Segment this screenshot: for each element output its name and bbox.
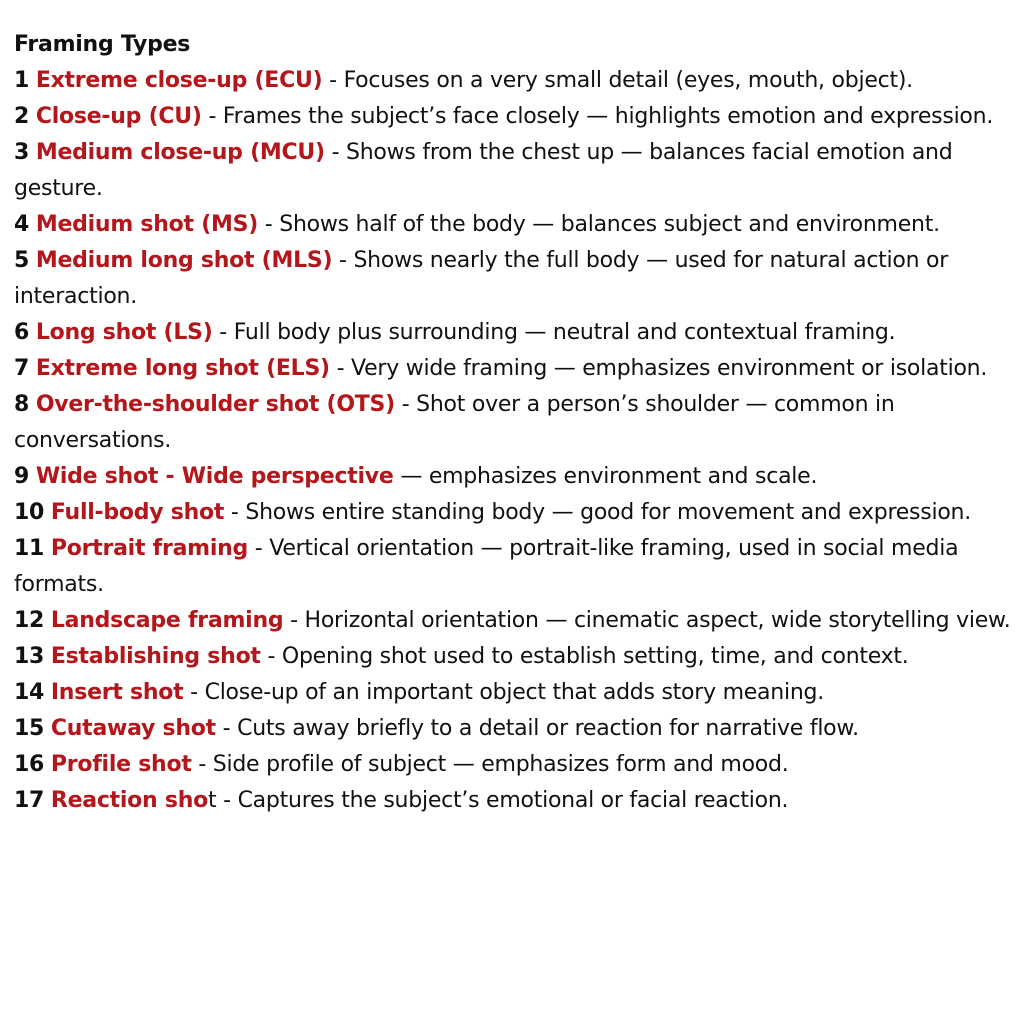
item-number: 5 [14, 248, 30, 273]
item-description: - Captures the subject’s emotional or facial reaction. [216, 788, 789, 813]
framing-type-item [14, 531, 1014, 603]
item-number: 2 [14, 104, 30, 129]
item-description: - Shows nearly the full body — used for natural action or interaction. [14, 248, 949, 309]
item-description: — emphasizes environment and scale. [393, 464, 818, 489]
item-term: Medium close-up (MCU) [35, 140, 325, 165]
framing-types-document [14, 27, 1014, 819]
item-number: 12 [14, 608, 45, 633]
item-term: Landscape framing [50, 608, 284, 633]
item-number: 8 [14, 392, 30, 417]
item-description: - Frames the subject’s face closely — highlights emotion and expression. [201, 104, 994, 129]
item-description: - Cuts away briefly to a detail or reaction for narrative flow. [215, 716, 859, 741]
item-number: 4 [14, 212, 30, 237]
framing-type-item [14, 207, 1014, 243]
framing-type-item [14, 99, 1014, 135]
item-number: 15 [14, 716, 45, 741]
item-description: - Horizontal orientation — cinematic aspect, wide storytelling view. [283, 608, 1011, 633]
framing-type-item [14, 495, 1014, 531]
item-description: - Very wide framing — emphasizes environment or isolation. [329, 356, 988, 381]
framing-type-item [14, 783, 1014, 819]
item-description: - Focuses on a very small detail (eyes, mouth, object). [322, 68, 913, 93]
framing-type-item [14, 639, 1014, 675]
item-term: Profile shot [50, 752, 192, 777]
item-term: Portrait framing [50, 536, 249, 561]
item-description: - Close-up of an important object that adds story meaning. [183, 680, 824, 705]
item-term: Establishing shot [50, 644, 261, 669]
item-description: - Shows half of the body — balances subject and environment. [258, 212, 940, 237]
item-term: Extreme long shot (ELS) [35, 356, 330, 381]
item-term: Close-up (CU) [35, 104, 202, 129]
item-term: Insert shot [50, 680, 184, 705]
item-term: Medium long shot (MLS) [35, 248, 333, 273]
item-number: 1 [14, 68, 30, 93]
item-number: 17 [14, 788, 45, 813]
item-term: Reaction sho [50, 788, 208, 813]
framing-type-item [14, 135, 1014, 207]
framing-type-item [14, 387, 1014, 459]
item-term: Full-body shot [50, 500, 225, 525]
item-description: - Vertical orientation — portrait-like framing, used in social media formats. [14, 536, 959, 597]
item-description: - Side profile of subject — emphasizes form and mood. [191, 752, 789, 777]
document-title: Framing Types [14, 32, 191, 57]
item-term: Cutaway shot [50, 716, 216, 741]
framing-type-item [14, 603, 1014, 639]
item-number: 16 [14, 752, 45, 777]
item-number: 6 [14, 320, 30, 345]
framing-type-item [14, 711, 1014, 747]
item-number: 13 [14, 644, 45, 669]
framing-type-item [14, 459, 1014, 495]
item-term-tail: t [208, 788, 217, 813]
framing-types-list [14, 63, 1014, 819]
item-term: Extreme close-up (ECU) [35, 68, 323, 93]
framing-type-item [14, 747, 1014, 783]
item-term: Medium shot (MS) [35, 212, 259, 237]
item-description: - Opening shot used to establish setting, time, and context. [260, 644, 909, 669]
framing-type-item [14, 63, 1014, 99]
framing-type-item [14, 315, 1014, 351]
framing-type-item [14, 675, 1014, 711]
item-number: 3 [14, 140, 30, 165]
framing-type-item [14, 351, 1014, 387]
item-description: - Shows from the chest up — balances facial emotion and gesture. [14, 140, 953, 201]
item-number: 9 [14, 464, 30, 489]
item-number: 10 [14, 500, 45, 525]
item-term: Long shot (LS) [35, 320, 213, 345]
item-number: 11 [14, 536, 45, 561]
item-description: - Shows entire standing body — good for movement and expression. [224, 500, 971, 525]
item-number: 7 [14, 356, 30, 381]
item-term: Over-the-shoulder shot (OTS) [35, 392, 395, 417]
item-description: - Full body plus surrounding — neutral and contextual framing. [212, 320, 896, 345]
item-number: 14 [14, 680, 45, 705]
item-description: - Shot over a person’s shoulder — common in conversations. [14, 392, 895, 453]
item-term: Wide shot - Wide perspective [35, 464, 394, 489]
framing-type-item [14, 243, 1014, 315]
